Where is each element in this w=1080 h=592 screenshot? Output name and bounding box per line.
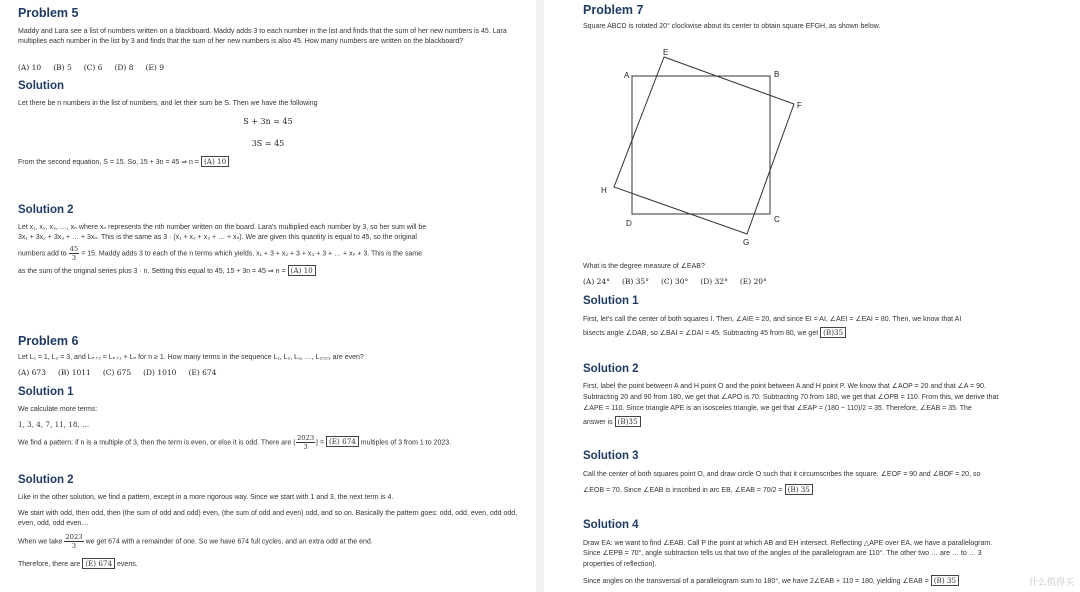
p6-solution-2-title: Solution 2 <box>18 474 74 486</box>
square-abcd <box>632 76 770 214</box>
p7-sol3-answer-box: (B) 35 <box>785 484 813 495</box>
p5-equation-2: 3S = 45 <box>251 139 285 148</box>
choice-b: (B) 1011 <box>57 368 91 377</box>
p5-solution-intro: Let there be n numbers in the list of numbers, and let their sum be S. Then we have the following <box>18 100 318 107</box>
p6-solution-1-title: Solution 1 <box>18 386 74 398</box>
p7-sol4-line-1: Draw EA: we want to find ∠EAB. Call P the point at which AB and EH intersect. Reflecting △APE over EA, we have a parallelogram. <box>583 540 993 547</box>
problem-6-statement: Let L₁ = 1, L₂ = 3, and Lₙ₊₂ = Lₙ₊₁ + Lₙ for n ≥ 1. How many terms in the sequence L₁, L₂, L₃, …, L₂₀₂₃ are even? <box>18 354 364 361</box>
choice-a: (A) 673 <box>18 368 46 377</box>
p6-sol2-line-3a: When we take <box>18 538 63 546</box>
label-c: C <box>774 215 780 224</box>
p5-equation-1: S + 3n = 45 <box>243 117 293 126</box>
problem-5-title: Problem 5 <box>18 6 79 20</box>
p7-sol2-answer-box: (B)35 <box>615 416 641 427</box>
page-right <box>544 0 1080 592</box>
label-a: A <box>624 71 630 80</box>
p5-sol2-line-1: Let x₁, x₂, x₃, …, xₙ where xₙ represents the nth number written on the board. Lara's multiplied each number by 3, so her sum will be <box>18 224 427 231</box>
label-f: F <box>797 101 802 110</box>
p5-solution-2-body <box>18 223 518 277</box>
problem-6-title: Problem 6 <box>18 334 79 348</box>
p7-solution-3-title: Solution 3 <box>583 450 639 462</box>
p6-sol2-line-1: Like in the other solution, we find a pattern, except in a more rigorous way. Since we start with 1 and 3, the next term is 4. <box>18 494 394 501</box>
p5-sol2-line-3a: numbers add to <box>18 250 67 258</box>
problem-7-choices <box>583 277 1063 286</box>
choice-b: (B) 5 <box>53 63 72 72</box>
p7-sol4-line-4-text: Since angles on the transversal of a parallelogram sum to 180°, we have 2∠EAB + 110 = 180, yielding ∠EAB = <box>583 578 929 585</box>
problem-6-choices <box>18 368 518 377</box>
p6-sol1-line-2c: multiples of 3 from 1 to 2023. <box>360 439 452 447</box>
choice-d: (D) 1010 <box>143 368 177 377</box>
p7-sol2-line-4-text: answer is <box>583 419 613 426</box>
choice-b: (B) 35° <box>621 277 649 286</box>
p6-sol2-line-3b: we get 674 with a remainder of one. So we have 674 full cycles, and an extra odd at the end. <box>85 538 373 546</box>
choice-a: (A) 10 <box>18 63 42 72</box>
fraction-numerator: 2023 <box>296 434 315 442</box>
p6-sol1-answer-box: (E) 674 <box>326 436 359 447</box>
label-d: D <box>626 219 632 228</box>
p5-solution-2-title: Solution 2 <box>18 204 74 216</box>
p6-sol1-line-2b: ⌋ = <box>315 439 325 447</box>
problem-7-statement: Square ABCD is rotated 20° clockwise about its center to obtain square EFGH, as shown below. <box>583 23 881 30</box>
p7-sol4-answer-box: (B) 35 <box>931 575 959 586</box>
p7-sol2-line-3: ∠APE = 110. Since triangle APE is an isosceles triangle, we get that ∠EAP = (180 − 110)/2 = 35. Therefore, ∠EAB = 35. The <box>583 405 972 412</box>
p7-sol1-line-1: First, let's call the center of both squares I. Then, ∠AIE = 20, and since EI = AI, ∠AEI = ∠EAI = 80. Then, we know that AI <box>583 316 962 323</box>
p5-sol2-fraction <box>69 245 80 262</box>
choice-e: (E) 20° <box>739 277 767 286</box>
p7-solution-4-title: Solution 4 <box>583 519 639 531</box>
p5-sol2-line-3b: = 15. Maddy adds 3 to each of the n terms which yields, x₁ + 3 + x₂ + 3 + x₃ + 3 + … + xₙ + 3. This is the same <box>81 250 422 258</box>
square-efgh <box>614 57 794 234</box>
p6-sol1-line-1: We calculate more terms: <box>18 406 98 413</box>
problem-5-choices <box>18 63 518 72</box>
problem-5-statement: Maddy and Lara see a list of numbers written on a blackboard. Maddy adds 3 to each number in the list and finds that the sum of her new numbers is 45. Lara multiplies each number in the list by 3 and finds that the sum of her new numbers is also 45. How many numbers are written on the blackboard? <box>18 28 507 45</box>
choice-e: (E) 674 <box>188 368 217 377</box>
p7-sol2-line-1: First, label the point between A and H point O and the point between A and H point P. We know that ∠AOP = 20 and that ∠A = 90. <box>583 383 986 390</box>
problem-7-title: Problem 7 <box>583 3 644 17</box>
p6-sol2-line-3 <box>18 533 518 550</box>
p7-sol2-line-2: Subtracting 20 and 90 from 180, we get that ∠APO is 70. Subtracting 70 from 180, we get that ∠OPB = 110. From this, we derive that <box>583 394 999 401</box>
p5-answer-box: (A) 10 <box>201 156 229 167</box>
p7-sol3-line-2-text: ∠EOB = 70. Since ∠EAB is inscribed in arc EB, ∠EAB = 70/2 = <box>583 487 783 494</box>
p6-sol1-fraction <box>296 434 315 451</box>
p5-solution-conclusion <box>18 157 518 168</box>
fraction-denominator: 3 <box>71 254 77 262</box>
rotated-squares-figure <box>594 42 824 252</box>
choice-c: (C) 6 <box>83 63 103 72</box>
label-b: B <box>774 70 780 79</box>
p5-solution-title: Solution <box>18 80 64 92</box>
page-left <box>0 0 536 592</box>
choice-d: (D) 32° <box>700 277 728 286</box>
p7-sol1-line-2 <box>583 328 1063 339</box>
watermark: 什么值得买 <box>1028 577 1074 587</box>
p6-sol2-line-2: We start with odd, then odd, then (the sum of odd and odd) even, (the sum of odd and even) odd, and so on. Basically the pattern goes: odd, odd, even, odd odd, even, odd, odd even… <box>18 510 518 527</box>
p5-conclusion-text: From the second equation, S = 15. So, 15 + 3n = 45 ⇒ n = <box>18 159 199 166</box>
label-h: H <box>601 186 607 195</box>
p7-sol1-line-2-text: bisects angle ∠DAB, so ∠BAI = ∠DAI = 45. Subtracting 45 from 80, we get <box>583 330 819 337</box>
fraction-numerator: 2023 <box>65 533 83 541</box>
fraction-denominator: 3 <box>303 443 308 451</box>
p6-sol2-line-4 <box>18 559 518 570</box>
p6-sol1-terms: 1, 3, 4, 7, 11, 18, … <box>18 420 90 429</box>
choice-c: (C) 675 <box>102 368 132 377</box>
p7-sol4-line-3: properties of reflection). <box>583 561 657 568</box>
problem-7-question: What is the degree measure of ∠EAB? <box>583 263 705 270</box>
p7-sol3-line-1: Call the center of both squares point O, and draw circle O such that it circumscribes the square. ∠EOF = 90 and ∠BOF = 20, so <box>583 471 981 478</box>
p5-sol2-line-4 <box>18 266 518 277</box>
p5-sol2-line-3 <box>18 245 518 262</box>
p5-sol2-line-2: 3x₁ + 3x₂ + 3x₃ + … + 3xₙ. This is the same as 3 · (x₁ + x₂ + x₃ + … + xₙ). We are given this quantity is equal to 45, so the original <box>18 234 417 241</box>
p7-solution-2-title: Solution 2 <box>583 363 639 375</box>
p6-sol1-line-2a: We find a pattern: if n is a multiple of 3, then the term is even, or else it is odd. There are ⌊ <box>18 439 296 447</box>
label-g: G <box>743 238 750 247</box>
p7-sol4-line-4 <box>583 576 1063 587</box>
p6-sol2-line-4a: Therefore, there are <box>18 561 81 568</box>
p7-sol4-line-2: Since ∠EPB = 70°, angle subtraction tells us that two of the angles of the parallelogram are 110°. The other two … are … to … 3 <box>583 550 982 557</box>
p7-solution-1-title: Solution 1 <box>583 295 639 307</box>
choice-e: (E) 9 <box>145 63 164 72</box>
label-e: E <box>663 48 669 57</box>
p6-sol2-answer-box: (E) 674 <box>82 558 115 569</box>
p5-sol2-line-4-text: as the sum of the original series plus 3 · n. Setting this equal to 45, 15 + 3n = 45 ⇒ n = <box>18 268 286 275</box>
fraction-denominator: 3 <box>71 542 77 550</box>
choice-a: (A) 24° <box>583 277 610 286</box>
fraction-numerator: 45 <box>69 245 79 253</box>
p7-sol2-line-4 <box>583 417 1063 428</box>
p6-sol2-fraction <box>64 533 83 550</box>
p5-sol2-answer-box: (A) 10 <box>288 265 316 276</box>
p6-sol2-line-4b: evens. <box>117 561 138 568</box>
p7-sol3-line-2 <box>583 485 1063 496</box>
p6-sol1-line-2 <box>18 434 518 451</box>
choice-c: (C) 30° <box>661 277 689 286</box>
choice-d: (D) 8 <box>114 63 134 72</box>
p7-sol1-answer-box: (B)35 <box>820 327 846 338</box>
